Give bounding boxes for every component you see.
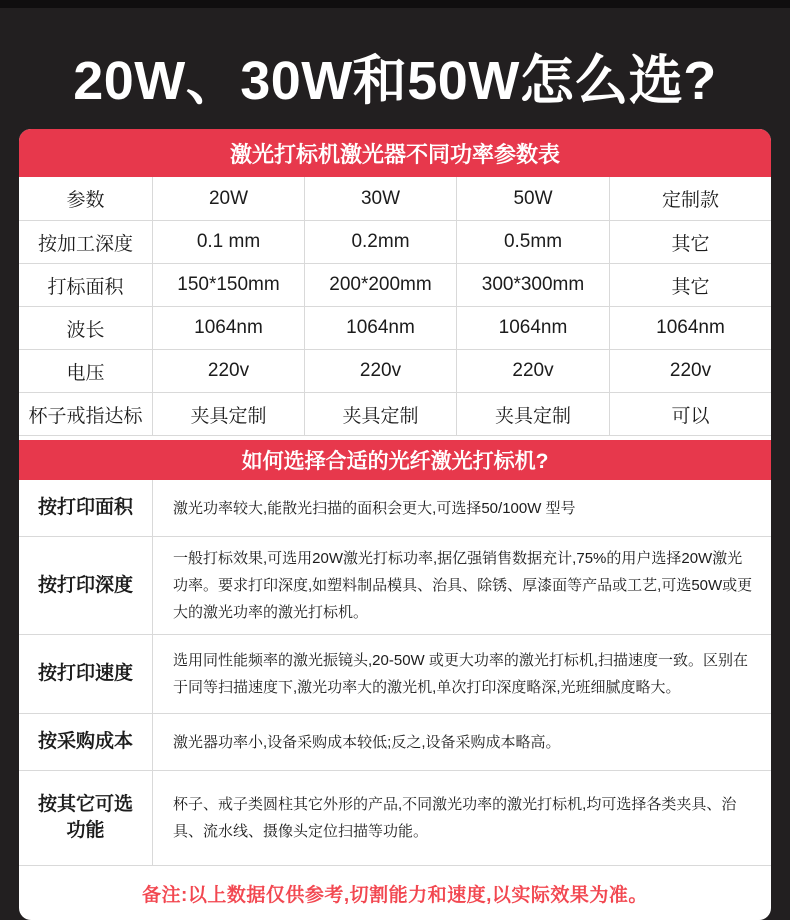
guide-table xyxy=(19,480,771,866)
spec-cell: 150*150mm xyxy=(153,264,305,306)
spec-cell: 220v xyxy=(153,350,305,392)
guide-label-text: 按打印速度 xyxy=(37,663,133,684)
spec-cell: 夹具定制 xyxy=(305,393,457,435)
spec-cell: 220v xyxy=(669,360,712,381)
spec-table-header-band xyxy=(19,129,771,177)
table-row xyxy=(19,771,771,866)
guide-label-text: 按打印面积 xyxy=(37,497,133,518)
table-row xyxy=(19,307,771,350)
spec-row-label: 打标面积 xyxy=(19,264,153,306)
spec-cell: 1064nm xyxy=(457,307,610,349)
spec-cell: 1064nm xyxy=(305,307,457,349)
guide-table-header-band xyxy=(19,440,771,480)
guide-row-text: 激光功率较大,能散光扫描的面积会更大,可选择50/100W 型号 xyxy=(173,499,576,517)
spec-col-header: 50W xyxy=(457,177,610,220)
spec-row-label: 按加工深度 xyxy=(19,221,153,263)
spec-cell: 0.1 mm xyxy=(153,221,305,263)
note-row xyxy=(19,866,771,920)
spec-cell: 1064nm xyxy=(153,307,305,349)
spec-col-header: 定制款 xyxy=(661,190,719,211)
spec-cell: 可以 xyxy=(671,405,710,427)
spec-table-title: 激光打标机激光器不同功率参数表 xyxy=(229,141,560,167)
spec-row-label: 杯子戒指达标 xyxy=(19,393,153,435)
spec-cell: 夹具定制 xyxy=(457,393,610,435)
spec-table xyxy=(19,177,771,436)
content-card xyxy=(19,129,771,920)
guide-row-text: 一般打标效果,可选用20W激光打标功率,据亿强销售数据充计,75%的用户选择20W激光功率。要求打印深度,如塑料制品模具、治具、除锈、厚漆面等产品或工艺,可选50W或更大的激光功率的激光打标机。 xyxy=(173,550,753,621)
table-row xyxy=(19,714,771,771)
table-row xyxy=(19,480,771,537)
spec-cell: 200*200mm xyxy=(305,264,457,306)
table-row xyxy=(19,221,771,264)
guide-row-text: 选用同性能频率的激光振镜头,20-50W 或更大功率的激光打标机,扫描速度一致。区别在于同等扫描速度下,激光功率大的激光机,单次打印深度略深,光班细腻度略大。 xyxy=(173,652,749,696)
spec-cell: 1064nm xyxy=(656,317,725,338)
note-text: 备注:以上数据仅供参考,切割能力和速度,以实际效果为准。 xyxy=(142,884,648,906)
guide-label-text: 按打印深度 xyxy=(37,574,133,596)
page-title: 20W、30W和50W怎么选? xyxy=(73,51,717,111)
spec-cell: 300*300mm xyxy=(457,264,610,306)
table-row xyxy=(19,350,771,393)
spec-col-header: 20W xyxy=(153,177,305,220)
guide-row-label xyxy=(19,537,153,634)
guide-row-label xyxy=(19,771,153,865)
spec-col-header: 参数 xyxy=(19,177,153,220)
spec-row-label: 波长 xyxy=(19,307,153,349)
guide-row-label xyxy=(19,635,153,713)
spec-row-label: 电压 xyxy=(19,350,153,392)
guide-row-label xyxy=(19,480,153,536)
guide-row-text: 杯子、戒子类圆柱其它外形的产品,不同激光功率的激光打标机,均可选择各类夹具、治具、流水线、摄像头定位扫描等功能。 xyxy=(173,796,737,840)
guide-label-text: 按采购成本 xyxy=(37,731,133,752)
spec-cell: 220v xyxy=(305,350,457,392)
guide-row-text: 激光器功率小,设备采购成本较低;反之,设备采购成本略高。 xyxy=(173,733,561,751)
guide-table-title: 如何选择合适的光纤激光打标机? xyxy=(241,450,549,473)
table-row xyxy=(19,393,771,436)
spec-cell: 其它 xyxy=(671,276,710,298)
table-row xyxy=(19,264,771,307)
table-row xyxy=(19,537,771,635)
guide-label-text: 按其它可选功能 xyxy=(37,794,133,841)
spec-col-header: 30W xyxy=(305,177,457,220)
spec-cell: 其它 xyxy=(671,233,710,255)
top-strip xyxy=(0,0,790,8)
table-row xyxy=(19,635,771,714)
spec-cell: 0.2mm xyxy=(305,221,457,263)
spec-cell: 夹具定制 xyxy=(153,393,305,435)
guide-row-label xyxy=(19,714,153,770)
spec-cell: 0.5mm xyxy=(457,221,610,263)
spec-header-row xyxy=(19,177,771,221)
spec-cell: 220v xyxy=(457,350,610,392)
